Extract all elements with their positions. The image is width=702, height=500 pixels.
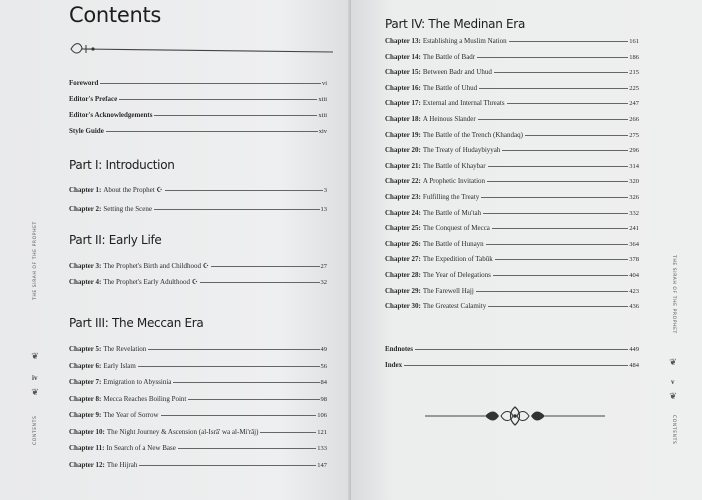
- chapter-entry[interactable]: [385, 68, 639, 76]
- running-head-right: THE SIRAH OF THE PROPHET: [671, 255, 676, 334]
- dot-leader: [494, 72, 628, 73]
- ornament-icon: ❦: [669, 357, 677, 367]
- page-ref: 98: [320, 395, 327, 403]
- chapter-entry[interactable]: [69, 444, 327, 452]
- page-ref: xiii: [318, 96, 327, 103]
- entry-title: The Night Journey & Ascension (al-Isrā' wa al-Mi'rāj): [106, 427, 259, 436]
- chapter-entry[interactable]: [69, 378, 327, 386]
- dot-leader: [488, 166, 629, 167]
- page-ref: 27: [320, 263, 327, 270]
- entry-title: The Expedition of Tabūk: [422, 255, 493, 264]
- entry-title: Editor's Acknowledgements: [69, 111, 153, 119]
- chapter-number: Chapter 3:: [69, 262, 102, 270]
- chapter-entry[interactable]: [385, 131, 639, 139]
- entry-title: The Battle of Khaybar: [422, 161, 486, 170]
- chapter-number: Chapter 6:: [69, 361, 102, 370]
- entry-title: The Farewell Hajj: [422, 286, 474, 295]
- entry-title: Emigration to Abyssinia: [103, 378, 172, 386]
- chapter-entry[interactable]: [385, 177, 639, 185]
- chapter-number: Chapter 24:: [385, 208, 421, 217]
- chapter-number: Chapter 28:: [385, 271, 421, 279]
- entry-title: About the Prophet ☪: [103, 186, 163, 194]
- dot-leader: [487, 181, 628, 182]
- dot-leader: [178, 448, 316, 449]
- entry-title: External and Internal Threats: [422, 99, 505, 108]
- chapter-number: Chapter 12:: [69, 460, 105, 469]
- chapter-entry[interactable]: [385, 115, 639, 123]
- entry-title: The Battle of the Trench (Khandaq): [422, 130, 523, 139]
- chapter-number: Chapter 19:: [385, 130, 421, 139]
- chapter-entry[interactable]: [385, 146, 639, 154]
- chapter-number: Chapter 20:: [385, 146, 421, 155]
- entry-title: The Prophet's Birth and Childhood ☪: [103, 262, 210, 270]
- entry-title: The Conquest of Mecca: [422, 224, 490, 233]
- dot-leader: [404, 365, 628, 366]
- page-ref: 106: [317, 412, 327, 419]
- dot-leader: [478, 119, 629, 120]
- chapter-number: Chapter 17:: [385, 99, 421, 108]
- page-number: v: [671, 378, 675, 386]
- toc-entry[interactable]: [385, 345, 639, 353]
- dot-leader: [211, 266, 319, 267]
- chapter-entry[interactable]: [385, 209, 639, 217]
- page-ref: 147: [317, 461, 327, 469]
- chapter-entry[interactable]: [385, 37, 639, 45]
- chapter-entry[interactable]: [385, 224, 639, 232]
- dot-leader: [509, 41, 629, 42]
- part-heading: Part I: Introduction: [69, 158, 175, 172]
- dot-leader: [479, 88, 628, 89]
- page-ref: 3: [323, 187, 327, 194]
- page-ref: 247: [629, 100, 639, 108]
- chapter-entry[interactable]: [69, 345, 327, 353]
- page-number: iv: [32, 374, 38, 382]
- page-ref: 186: [629, 53, 639, 61]
- chapter-number: Chapter 29:: [385, 286, 421, 295]
- chapter-entry[interactable]: [69, 428, 327, 436]
- chapter-entry[interactable]: [69, 205, 327, 213]
- part-heading: Part III: The Meccan Era: [69, 316, 204, 330]
- chapter-entry[interactable]: [69, 262, 327, 270]
- chapter-entry[interactable]: [385, 99, 639, 107]
- dot-leader: [148, 349, 319, 350]
- page-ref: 215: [629, 69, 639, 77]
- page-ref: 314: [629, 162, 639, 170]
- page-ref: 56: [320, 362, 327, 370]
- dot-leader: [154, 115, 317, 116]
- page-ref: 161: [629, 38, 639, 45]
- page-ref: 378: [629, 256, 639, 264]
- part-heading: Part II: Early Life: [69, 233, 162, 247]
- chapter-entry[interactable]: [385, 162, 639, 170]
- toc-entry[interactable]: [69, 95, 327, 103]
- page-ref: 13: [320, 206, 327, 213]
- chapter-number: Chapter 25:: [385, 224, 421, 233]
- toc-entry[interactable]: [385, 361, 639, 369]
- page-ref: 423: [629, 287, 639, 295]
- entry-title: The Year of Sorrow: [103, 411, 159, 419]
- chapter-number: Chapter 16:: [385, 83, 421, 92]
- chapter-number: Chapter 8:: [69, 394, 102, 403]
- toc-entry[interactable]: [69, 111, 327, 119]
- chapter-number: Chapter 30:: [385, 302, 421, 311]
- page-ref: 364: [629, 240, 639, 248]
- chapter-entry[interactable]: [69, 186, 327, 194]
- chapter-entry[interactable]: [385, 193, 639, 201]
- chapter-number: Chapter 2:: [69, 205, 102, 213]
- entry-title: Editor's Preface: [69, 95, 118, 103]
- entry-title: Setting the Scene: [103, 205, 152, 213]
- entry-title: Between Badr and Uhud: [422, 68, 492, 77]
- chapter-number: Chapter 26:: [385, 239, 421, 248]
- dot-leader: [481, 197, 628, 198]
- entry-title: A Prophetic Invitation: [422, 177, 486, 186]
- entry-title: Establishing a Muslim Nation: [422, 37, 507, 45]
- page-ref: 332: [629, 209, 639, 217]
- entry-title: Foreword: [69, 79, 99, 87]
- page-title: Contents: [69, 3, 162, 27]
- entry-title: The Year of Delegations: [422, 271, 491, 279]
- dot-leader: [100, 83, 321, 84]
- chapter-number: Chapter 18:: [385, 115, 421, 123]
- dot-leader: [495, 259, 628, 260]
- chapter-number: Chapter 9:: [69, 411, 102, 419]
- chapter-number: Chapter 27:: [385, 255, 421, 264]
- page-ref: vi: [321, 80, 327, 87]
- dot-leader: [154, 209, 320, 210]
- entry-title: The Greatest Calamity: [422, 302, 487, 311]
- dot-leader: [260, 432, 316, 433]
- page-ref: 404: [629, 272, 639, 279]
- chapter-number: Chapter 21:: [385, 161, 421, 170]
- chapter-entry[interactable]: [385, 84, 639, 92]
- entry-title: The Prophet's Early Adulthood ☪: [103, 278, 198, 286]
- chapter-number: Chapter 11:: [69, 444, 105, 452]
- chapter-number: Chapter 22:: [385, 177, 421, 186]
- entry-title: Endnotes: [385, 345, 414, 353]
- dot-leader: [502, 150, 628, 151]
- entry-title: A Heinous Slander: [422, 115, 476, 123]
- entry-title: The Hijrah: [106, 460, 138, 469]
- entry-title: The Battle of Uhud: [422, 83, 478, 92]
- entry-title: Mecca Reaches Boiling Point: [103, 394, 187, 403]
- entry-title: The Battle of Mu'tah: [422, 208, 482, 217]
- page-ref: 449: [629, 346, 639, 353]
- dot-leader: [165, 190, 323, 191]
- entry-title: The Revelation: [103, 345, 147, 353]
- dot-leader: [200, 282, 320, 283]
- chapter-number: Chapter 14:: [385, 52, 421, 61]
- page-ref: 326: [629, 194, 639, 201]
- page-ref: 32: [320, 279, 327, 286]
- ornament-icon: ❦: [31, 351, 39, 361]
- chapter-number: Chapter 7:: [69, 378, 102, 386]
- entry-title: The Treaty of Hudaybiyyah: [422, 146, 501, 155]
- dot-leader: [138, 366, 320, 367]
- page-ref: 484: [629, 362, 639, 369]
- dot-leader: [161, 415, 317, 416]
- page-ref: 275: [629, 131, 639, 139]
- chapter-entry[interactable]: [69, 395, 327, 403]
- chapter-entry[interactable]: [385, 240, 639, 248]
- ornament-icon: ❦: [669, 391, 677, 401]
- dot-leader: [415, 349, 628, 350]
- entry-title: Early Islam: [103, 361, 136, 370]
- chapter-entry[interactable]: [385, 302, 639, 310]
- entry-title: Style Guide: [69, 127, 104, 135]
- chapter-number: Chapter 23:: [385, 193, 421, 201]
- dot-leader: [486, 244, 629, 245]
- title-flourish-icon: [69, 40, 333, 56]
- page-ref: xiv: [318, 128, 327, 135]
- chapter-entry[interactable]: [385, 271, 639, 279]
- dot-leader: [119, 99, 317, 100]
- entry-title: Index: [385, 361, 403, 369]
- page-ref: 320: [629, 178, 639, 186]
- chapter-number: Chapter 1:: [69, 186, 102, 194]
- dot-leader: [492, 228, 628, 229]
- page-ref: 121: [317, 428, 327, 436]
- dot-leader: [477, 57, 628, 58]
- page-ref: 296: [629, 147, 639, 155]
- dot-leader: [507, 103, 629, 104]
- entry-title: The Battle of Hunayn: [422, 239, 484, 248]
- dot-leader: [139, 465, 316, 466]
- chapter-entry[interactable]: [69, 278, 327, 286]
- entry-title: In Search of a New Base: [106, 444, 176, 452]
- dot-leader: [488, 306, 628, 307]
- dot-leader: [493, 275, 628, 276]
- page-ref: xiii: [318, 112, 327, 119]
- page-ref: 84: [320, 379, 327, 386]
- chapter-number: Chapter 15:: [385, 68, 421, 77]
- chapter-entry[interactable]: [69, 461, 327, 469]
- running-head-left: THE SIRAH OF THE PROPHET: [33, 221, 38, 300]
- chapter-number: Chapter 5:: [69, 345, 102, 353]
- chapter-number: Chapter 13:: [385, 37, 421, 45]
- chapter-number: Chapter 4:: [69, 278, 102, 286]
- ornament-icon: ❦: [31, 387, 39, 397]
- dot-leader: [173, 382, 319, 383]
- page-ref: 133: [317, 445, 327, 452]
- dot-leader: [188, 399, 319, 400]
- chapter-number: Chapter 10:: [69, 427, 105, 436]
- chapter-entry[interactable]: [385, 53, 639, 61]
- dot-leader: [525, 135, 628, 136]
- page-ref: 225: [629, 84, 639, 92]
- chapter-entry[interactable]: [69, 362, 327, 370]
- page-ref: 436: [629, 303, 639, 311]
- dot-leader: [476, 291, 628, 292]
- toc-entry[interactable]: [69, 127, 327, 135]
- toc-entry[interactable]: [69, 79, 327, 87]
- dot-leader: [483, 213, 628, 214]
- page-ref: 49: [320, 346, 327, 353]
- page-ref: 241: [629, 225, 639, 233]
- chapter-entry[interactable]: [385, 255, 639, 263]
- chapter-entry[interactable]: [385, 287, 639, 295]
- page-ref: 266: [629, 116, 639, 123]
- dot-leader: [106, 131, 318, 132]
- running-foot-right: CONTENTS: [671, 415, 676, 445]
- part-heading: Part IV: The Medinan Era: [385, 17, 525, 31]
- running-foot-left: CONTENTS: [33, 415, 38, 445]
- entry-title: Fulfilling the Treaty: [422, 193, 480, 201]
- entry-title: The Battle of Badr: [422, 52, 476, 61]
- divider-flourish-icon: [425, 404, 605, 428]
- chapter-entry[interactable]: [69, 411, 327, 419]
